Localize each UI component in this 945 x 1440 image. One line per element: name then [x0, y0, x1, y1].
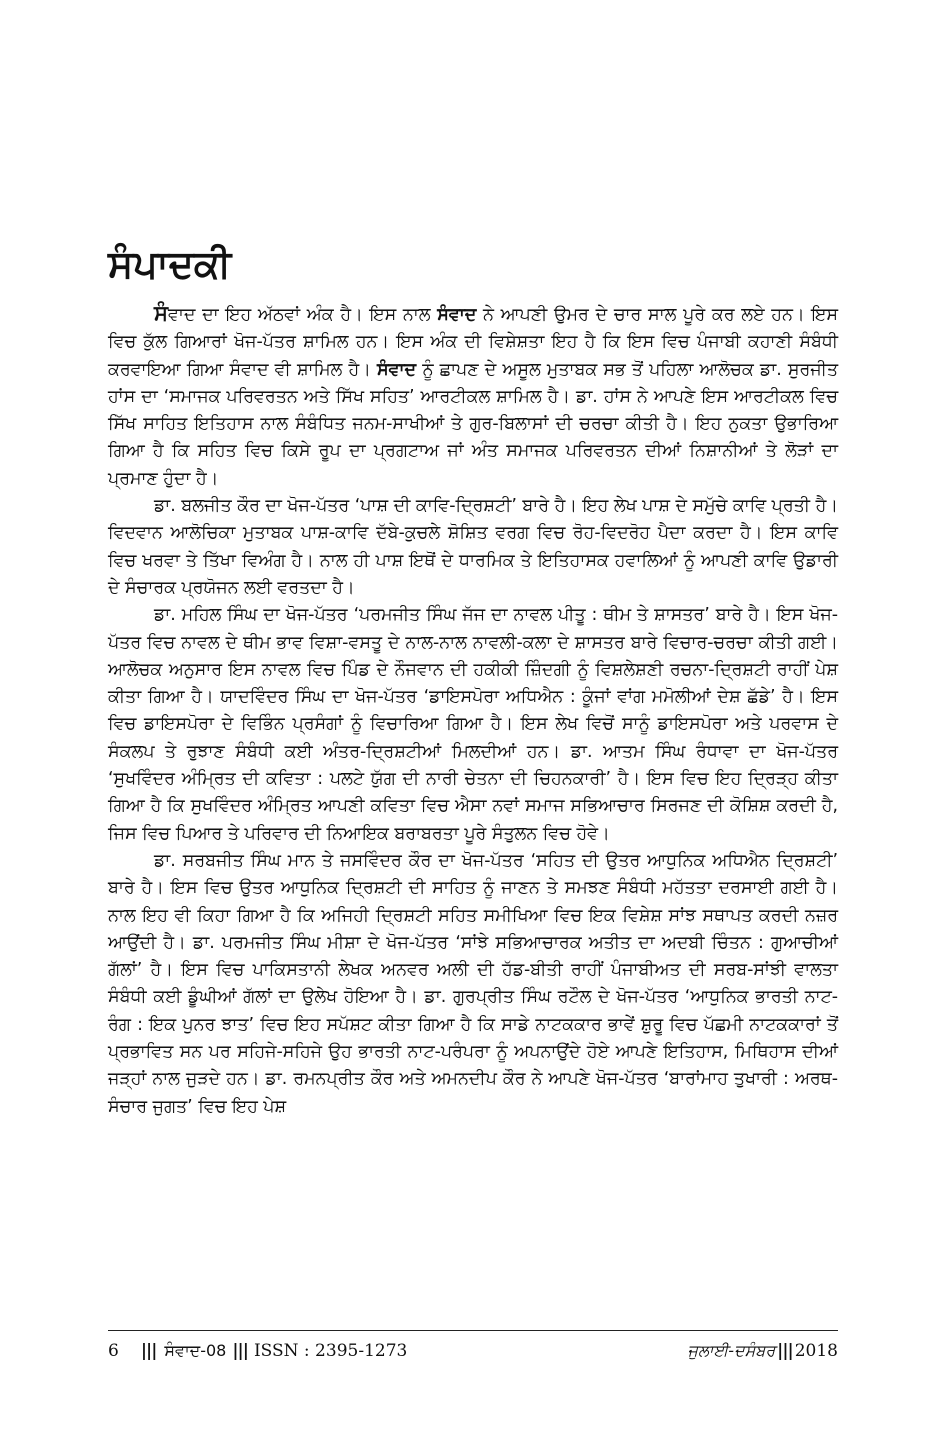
separator: ||| [140, 1341, 157, 1361]
drop-lead: ਸੰ [154, 301, 168, 325]
paragraph-3: ਡਾ. ਮਹਿਲ ਸਿੰਘ ਦਾ ਖੋਜ-ਪੱਤਰ ‘ਪਰਮਜੀਤ ਸਿੰਘ ਜੱਜ ਦਾ ਨਾਵਲ ਪੀਤੂ : ਥੀਮ ਤੇ ਸ਼ਾਸਤਰ’ ਬਾਰੇ ਹੈ। ਇਸ ਖੋਜ-ਪੱਤਰ ਵਿਚ ਨਾਵਲ ਦੇ ਥੀਮ ਭਾਵ ਵਿਸ਼ਾ-ਵਸਤੂ ਦੇ ਨਾਲ-ਨਾਲ ਨਾਵਲੀ-ਕਲਾ ਦੇ ਸ਼ਾਸਤਰ ਬਾਰੇ ਵਿਚਾਰ-ਚਰਚਾ ਕੀਤੀ ਗਈ। ਆਲੋਚਕ ਅਨੁਸਾਰ ਇਸ ਨਾਵਲ ਵਿਚ ਪਿੰਡ ਦੇ ਨੌਜਵਾਨ ਦੀ ਹਕੀਕੀ ਜ਼ਿੰਦਗੀ ਨੂੰ ਵਿਸ਼ਲੇਸ਼ਣੀ ਰਚਨਾ-ਦ੍ਰਿਸ਼ਟੀ ਰਾਹੀਂ ਪੇਸ਼ ਕੀਤਾ ਗਿਆ ਹੈ। ਯਾਦਵਿੰਦਰ ਸਿੰਘ ਦਾ ਖੋਜ-ਪੱਤਰ ‘ਡਾਇਸਪੋਰਾ ਅਧਿਐਨ : ਕੂੰਜਾਂ ਵਾਂਗ ਮਮੋਲੀਆਂ ਦੇਸ਼ ਛੱਡੇ’ ਹੈ। ਇਸ ਵਿਚ ਡਾਇਸਪੋਰਾ ਦੇ ਵਿਭਿੰਨ ਪ੍ਰਸੰਗਾਂ ਨੂੰ ਵਿਚਾਰਿਆ ਗਿਆ ਹੈ। ਇਸ ਲੇਖ ਵਿਚੋਂ ਸਾਨੂੰ ਡਾਇਸਪੋਰਾ ਅਤੇ ਪਰਵਾਸ ਦੇ ਸੰਕਲਪ ਤੇ ਰੁਝਾਣ ਸੰਬੰਧੀ ਕਈ ਅੰਤਰ-ਦ੍ਰਿਸ਼ਟੀਆਂ ਮਿਲਦੀਆਂ ਹਨ। ਡਾ. ਆਤਮ ਸਿੰਘ ਰੰਧਾਵਾ ਦਾ ਖੋਜ-ਪੱਤਰ ‘ਸੁਖਵਿੰਦਰ ਅੰਮ੍ਰਿਤ ਦੀ ਕਵਿਤਾ : ਪਲਟੇ ਯੁੱਗ ਦੀ ਨਾਰੀ ਚੇਤਨਾ ਦੀ ਚਿਹਨਕਾਰੀ’ ਹੈ। ਇਸ ਵਿਚ ਇਹ ਦ੍ਰਿੜ੍ਹ ਕੀਤਾ ਗਿਆ ਹੈ ਕਿ ਸੁਖਵਿੰਦਰ ਅੰਮ੍ਰਿਤ ਆਪਣੀ ਕਵਿਤਾ ਵਿਚ ਐਸਾ ਨਵਾਂ ਸਮਾਜ ਸਭਿਆਚਾਰ ਸਿਰਜਣ ਦੀ ਕੋਸ਼ਿਸ਼ ਕਰਦੀ ਹੈ, ਜਿਸ ਵਿਚ ਪਿਆਰ ਤੇ ਪਰਿਵਾਰ ਦੀ ਨਿਆਇਕ ਬਰਾਬਰਤਾ ਪੂਰੇ ਸੰਤੁਲਨ ਵਿਚ ਹੋਵੇ। [108, 605, 838, 844]
paragraph-1: ਸੰਵਾਦ ਦਾ ਇਹ ਅੱਠਵਾਂ ਅੰਕ ਹੈ। ਇਸ ਨਾਲ ਸੰਵਾਦ ਨੇ ਆਪਣੀ ਉਮਰ ਦੇ ਚਾਰ ਸਾਲ ਪੂਰੇ ਕਰ ਲਏ ਹਨ। ਇਸ ਵਿਚ ਕੁੱਲ ਗਿਆਰਾਂ ਖੋਜ-ਪੱਤਰ ਸ਼ਾਮਿਲ ਹਨ। ਇਸ ਅੰਕ ਦੀ ਵਿਸ਼ੇਸ਼ਤਾ ਇਹ ਹੈ ਕਿ ਇਸ ਵਿਚ ਪੰਜਾਬੀ ਕਹਾਣੀ ਸੰਬੰਧੀ ਕਰਵਾਇਆ ਗਿਆ ਸੰਵਾਦ ਵੀ ਸ਼ਾਮਿਲ ਹੈ। ਸੰਵਾਦ ਨੂੰ ਛਾਪਣ ਦੇ ਅਸੂਲ ਮੁਤਾਬਕ ਸਭ ਤੋਂ ਪਹਿਲਾ ਆਲੋਚਕ ਡਾ. ਸੁਰਜੀਤ ਹਾਂਸ ਦਾ ‘ਸਮਾਜਕ ਪਰਿਵਰਤਨ ਅਤੇ ਸਿੱਖ ਸਹਿਤ’ ਆਰਟੀਕਲ ਸ਼ਾਮਿਲ ਹੈ। ਡਾ. ਹਾਂਸ ਨੇ ਆਪਣੇ ਇਸ ਆਰਟੀਕਲ ਵਿਚ ਸਿੱਖ ਸਾਹਿਤ ਇਤਿਹਾਸ ਨਾਲ ਸੰਬੰਧਿਤ ਜਨਮ-ਸਾਖੀਆਂ ਤੇ ਗੁਰ-ਬਿਲਾਸਾਂ ਦੀ ਚਰਚਾ ਕੀਤੀ ਹੈ। ਇਹ ਨੁਕਤਾ ਉਭਾਰਿਆ ਗਿਆ ਹੈ ਕਿ ਸਹਿਤ ਵਿਚ ਕਿਸੇ ਰੂਪ ਦਾ ਪ੍ਰਗਟਾਅ ਜਾਂ ਅੰਤ ਸਮਾਜਕ ਪਰਿਵਰਤਨ ਦੀਆਂ ਨਿਸ਼ਾਨੀਆਂ ਤੇ ਲੋੜਾਂ ਦਾ ਪ੍ਰਮਾਣ ਹੁੰਦਾ ਹੈ। [108, 301, 838, 489]
issn: ISSN : 2395-1273 [253, 1341, 408, 1361]
page-number: 6 [108, 1341, 119, 1361]
footer-left [108, 1341, 407, 1361]
page-footer [108, 1330, 838, 1365]
separator: ||| [232, 1341, 248, 1361]
separator: ||| [777, 1341, 793, 1361]
journal-name-bold: ਸੰਵਾਦ [377, 359, 417, 380]
editorial-body [108, 300, 838, 1121]
issue-period: ਜੁਲਾਈ-ਦਸੰਬਰ [687, 1341, 776, 1360]
journal-name-bold: ਸੰਵਾਦ [437, 305, 477, 325]
page-title: ਸੰਪਾਦਕੀ [108, 242, 232, 286]
paragraph-2: ਡਾ. ਬਲਜੀਤ ਕੌਰ ਦਾ ਖੋਜ-ਪੱਤਰ ‘ਪਾਸ਼ ਦੀ ਕਾਵਿ-ਦ੍ਰਿਸ਼ਟੀ’ ਬਾਰੇ ਹੈ। ਇਹ ਲੇਖ ਪਾਸ਼ ਦੇ ਸਮੁੱਚੇ ਕਾਵਿ ਪ੍ਰਤੀ ਹੈ। ਵਿਦਵਾਨ ਆਲੋਚਿਕਾ ਮੁਤਾਬਕ ਪਾਸ਼-ਕਾਵਿ ਦੱਬੇ-ਕੁਚਲੇ ਸ਼ੋਸ਼ਿਤ ਵਰਗ ਵਿਚ ਰੋਹ-ਵਿਦਰੋਹ ਪੈਦਾ ਕਰਦਾ ਹੈ। ਇਸ ਕਾਵਿ ਵਿਚ ਖਰਵਾ ਤੇ ਤਿੱਖਾ ਵਿਅੰਗ ਹੈ। ਨਾਲ ਹੀ ਪਾਸ਼ ਇਥੋਂ ਦੇ ਧਾਰਮਿਕ ਤੇ ਇਤਿਹਾਸਕ ਹਵਾਲਿਆਂ ਨੂੰ ਆਪਣੀ ਕਾਵਿ ਉਡਾਰੀ ਦੇ ਸੰਚਾਰਕ ਪ੍ਰਯੋਜਨ ਲਈ ਵਰਤਦਾ ਹੈ। [108, 496, 838, 598]
journal-title: ਸੰਵਾਦ-08 [164, 1341, 227, 1360]
footer-right [688, 1341, 838, 1361]
paragraph-4: ਡਾ. ਸਰਬਜੀਤ ਸਿੰਘ ਮਾਨ ਤੇ ਜਸਵਿੰਦਰ ਕੌਰ ਦਾ ਖੋਜ-ਪੱਤਰ ‘ਸਹਿਤ ਦੀ ਉਤਰ ਆਧੁਨਿਕ ਅਧਿਐਨ ਦ੍ਰਿਸ਼ਟੀ’ ਬਾਰੇ ਹੈ। ਇਸ ਵਿਚ ਉਤਰ ਆਧੁਨਿਕ ਦ੍ਰਿਸ਼ਟੀ ਦੀ ਸਾਹਿਤ ਨੂੰ ਜਾਣਨ ਤੇ ਸਮਝਣ ਸੰਬੰਧੀ ਮਹੱਤਤਾ ਦਰਸਾਈ ਗਈ ਹੈ। ਨਾਲ ਇਹ ਵੀ ਕਿਹਾ ਗਿਆ ਹੈ ਕਿ ਅਜਿਹੀ ਦ੍ਰਿਸ਼ਟੀ ਸਹਿਤ ਸਮੀਖਿਆ ਵਿਚ ਇਕ ਵਿਸ਼ੇਸ਼ ਸਾਂਝ ਸਥਾਪਤ ਕਰਦੀ ਨਜ਼ਰ ਆਉਂਦੀ ਹੈ। ਡਾ. ਪਰਮਜੀਤ ਸਿੰਘ ਮੀਸ਼ਾ ਦੇ ਖੋਜ-ਪੱਤਰ ‘ਸਾਂਝੇ ਸਭਿਆਚਾਰਕ ਅਤੀਤ ਦਾ ਅਦਬੀ ਚਿੰਤਨ : ਗੁਆਚੀਆਂ ਗੱਲਾਂ’ ਹੈ। ਇਸ ਵਿਚ ਪਾਕਿਸਤਾਨੀ ਲੇਖਕ ਅਨਵਰ ਅਲੀ ਦੀ ਹੱਡ-ਬੀਤੀ ਰਾਹੀਂ ਪੰਜਾਬੀਅਤ ਦੀ ਸਰਬ-ਸਾਂਝੀ ਵਾਲਤਾ ਸੰਬੰਧੀ ਕਈ ਡੂੰਘੀਆਂ ਗੱਲਾਂ ਦਾ ਉਲੇਖ ਹੋਇਆ ਹੈ। ਡਾ. ਗੁਰਪ੍ਰੀਤ ਸਿੰਘ ਰਟੌਲ ਦੇ ਖੋਜ-ਪੱਤਰ ‘ਆਧੁਨਿਕ ਭਾਰਤੀ ਨਾਟ-ਰੰਗ : ਇਕ ਪੁਨਰ ਝਾਤ’ ਵਿਚ ਇਹ ਸਪੱਸ਼ਟ ਕੀਤਾ ਗਿਆ ਹੈ ਕਿ ਸਾਡੇ ਨਾਟਕਕਾਰ ਭਾਵੇਂ ਸ਼ੁਰੂ ਵਿਚ ਪੱਛਮੀ ਨਾਟਕਕਾਰਾਂ ਤੋਂ ਪ੍ਰਭਾਵਿਤ ਸਨ ਪਰ ਸਹਿਜੇ-ਸਹਿਜੇ ਉਹ ਭਾਰਤੀ ਨਾਟ-ਪਰੰਪਰਾ ਨੂੰ ਅਪਨਾਉਂਦੇ ਹੋਏ ਆਪਣੇ ਇਤਿਹਾਸ, ਮਿਥਿਹਾਸ ਦੀਆਂ ਜੜ੍ਹਾਂ ਨਾਲ ਜੁੜਦੇ ਹਨ। ਡਾ. ਰਮਨਪ੍ਰੀਤ ਕੌਰ ਅਤੇ ਅਮਨਦੀਪ ਕੌਰ ਨੇ ਆਪਣੇ ਖੋਜ-ਪੱਤਰ ‘ਬਾਰਾਂਮਾਹ ਤੁਖਾਰੀ : ਅਰਥ-ਸੰਚਾਰ ਜੁਗਤ’ ਵਿਚ ਇਹ ਪੇਸ਼ [108, 850, 838, 1117]
issue-year: 2018 [794, 1341, 838, 1361]
